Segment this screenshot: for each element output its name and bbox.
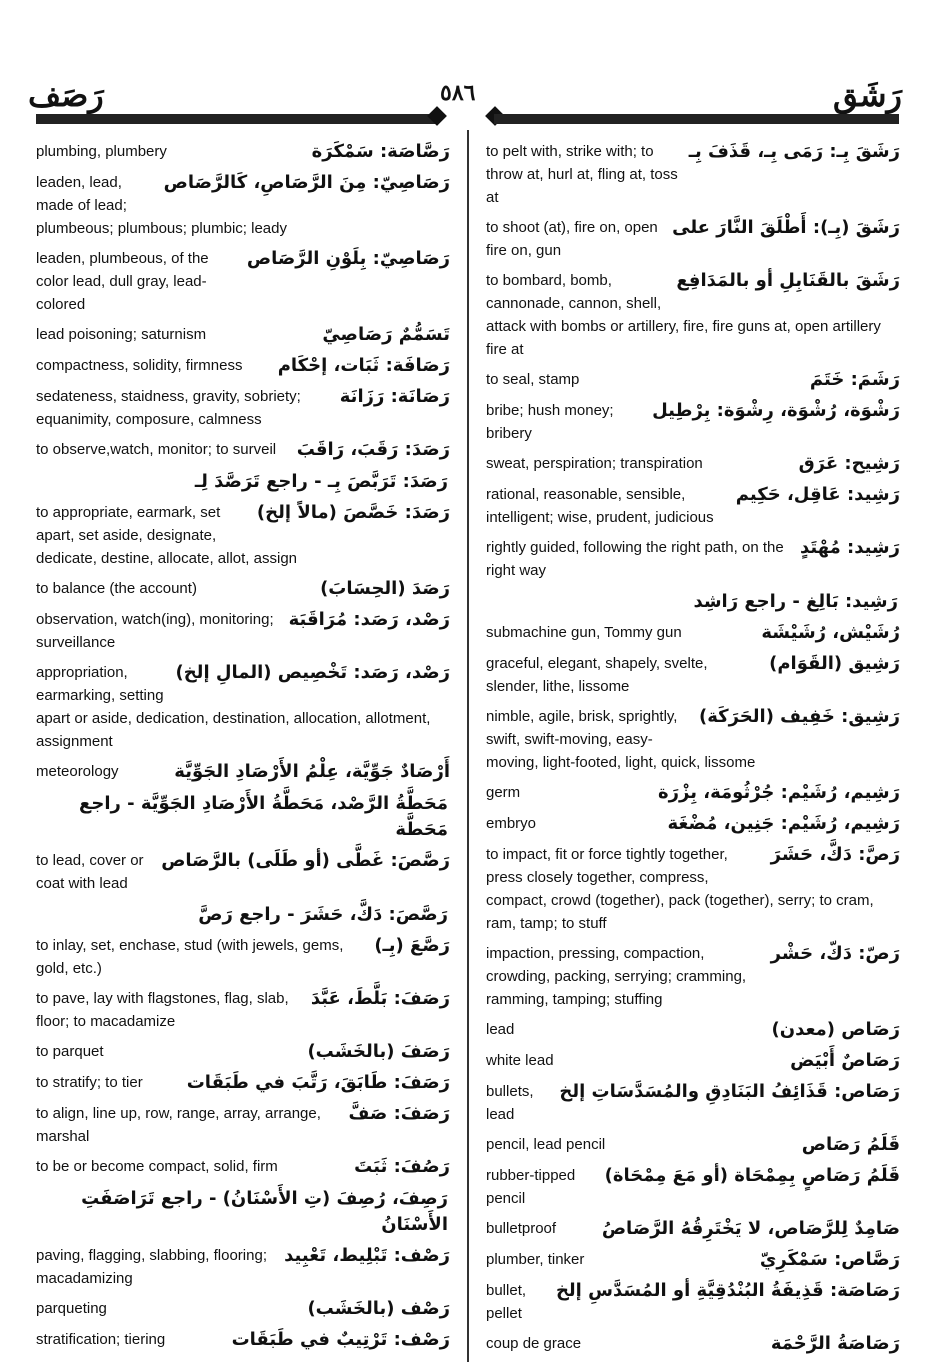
english-definition: embryo [486,815,537,832]
dictionary-entry [486,452,900,476]
dictionary-entry [486,652,900,698]
dictionary-entry [36,1040,450,1064]
dictionary-entry [36,1071,450,1095]
arabic-headword: رَصَّعَ (بِـ) [374,935,450,956]
english-definition: meteorology [36,763,119,780]
arabic-headword: رَشَقَ (بِـ): أَطْلَقَ النَّارَ على [672,217,900,238]
header-rule-left [36,114,436,124]
page-header [0,70,942,130]
english-definition: coup de grace [486,1335,582,1352]
english-definition: lead poisoning; saturnism [36,326,207,343]
dictionary-entry [36,760,450,784]
dictionary-entry [36,1155,450,1179]
dictionary-entry [36,577,450,601]
dictionary-entry [486,1217,900,1241]
english-definition: to align, line up, row, range, array, arrange, marshal [36,1105,321,1145]
arabic-headword: رَصَاصِيّ: مِنَ الرَّصَاصِ، كَالرَّصَاص [163,172,450,193]
arabic-headword: رَصَدَ: رَقَبَ، رَاقَبَ [296,439,450,460]
arabic-headword: رَصُفَ: ثَبَتَ [354,1156,450,1177]
arabic-headword: قَلَمُ رَصَاص [801,1134,900,1155]
dictionary-entry [36,354,450,378]
right-running-headword: رَشَق [833,77,902,113]
arabic-headword: رَصَانَة: رَزَانَة [339,386,450,407]
arabic-headword: رَصَاصَة: قَذِيفَةُ البُنْدُقِيَّةِ أو المُسَدَّسِ إلخ [555,1280,900,1301]
dictionary-entry [486,1279,900,1325]
english-definition: stratification; tiering [36,1331,166,1348]
arabic-headword: رَصْف: تَبْلِيط، تَعْبِيد [284,1245,450,1266]
dictionary-entry [36,1328,450,1352]
header-rule-right [494,114,899,124]
dictionary-entry [36,1102,450,1148]
arabic-headword: قَلَمُ رَصَاصٍ بِمِمْحَاة (أو مَعَ مِمْحَاة) [604,1165,900,1186]
dictionary-entry [486,942,900,1011]
dictionary-entry [36,501,450,570]
arabic-headword: رَصَدَ: خَصَّصَ (مالاً إلخ) [256,502,450,523]
arabic-headword: رَشَقَ بالقَنَابِلِ أو بالمَدَافِع [676,270,900,291]
english-definition: submachine gun, Tommy gun [486,624,682,641]
english-definition: to lead, cover or coat with lead [36,852,144,892]
dictionary-entry [486,812,900,836]
dictionary-entry [486,843,900,935]
dictionary-entry [486,368,900,392]
arabic-headword: رَشِيم، رُشَيْم: جَنِين، مُضْغَة [667,813,900,834]
english-definition: sweat, perspiration; transpiration [486,455,703,472]
english-definition: bullet, pellet [486,1282,527,1322]
english-definition: to pave, lay with flagstones, flag, slab, floor; to macadamize [36,990,289,1030]
dictionary-entry [36,171,450,240]
arabic-headword: رَصَّاصَة: سَمْكَرَة [311,141,450,162]
english-definition: to stratify; to tier [36,1074,143,1091]
arabic-headword: رَصَّاص: سَمْكَرِيّ [759,1249,900,1270]
english-definition: impaction, pressing, compaction, crowding, packing, serrying; cramming, ramming, tamping; stuffing [486,945,747,1008]
dictionary-entry [36,1244,450,1290]
dictionary-entry [36,140,450,164]
english-definition: compactness, solidity, firmness [36,357,243,374]
dictionary-entry [486,1133,900,1157]
english-definition: rational, reasonable, sensible, intelligent; wise, prudent, judicious [486,486,714,526]
left-running-headword: رَصَف [28,77,104,113]
arabic-headword: تَسَمُّمٌ رَصَاصِيّ [322,324,450,345]
arabic-headword: أَرْصَادٌ جَوِّيَّة، عِلْمُ الأَرْصَادِ الجَوِّيَّة [174,761,450,782]
right-column [486,140,900,1363]
dictionary-entry [486,705,900,774]
english-definition: rubber-tipped pencil [486,1167,576,1207]
english-definition: plumbing, plumbery [36,143,167,160]
cross-reference-entry: رَصِفَ، رُصِفَ (تِ الأَسْنَانُ) - راجع تَرَاصَفَتِ الأَسْنَانُ [81,1188,448,1235]
arabic-headword: رَصَفَ: بَلَّطَ، عَبَّدَ [310,988,450,1009]
dictionary-entry [486,1248,900,1272]
english-definition: to balance (the account) [36,580,197,597]
english-definition: parqueting [36,1300,107,1317]
dictionary-entry [486,269,900,361]
english-definition: germ [486,784,521,801]
english-definition: to shoot (at), fire on, open fire on, gun [486,219,658,259]
arabic-headword: رَشِيق: خَفِيف (الحَرَكَة) [698,706,900,727]
english-definition: to inlay, set, enchase, stud (with jewels, gems, gold, etc.) [36,937,344,977]
dictionary-entry [36,987,450,1033]
arabic-headword: رَصَافَة: ثَبَات، إحْكَام [277,355,450,376]
english-definition: to observe,watch, monitor; to surveil [36,441,277,458]
english-definition: bullets, lead [486,1083,534,1123]
dictionary-entry [486,781,900,805]
dictionary-entry [486,621,900,645]
english-definition: to bombard, bomb, cannonade, cannon, shell, attack with bombs or artillery, fire, fire guns at, open artillery fire at [486,272,881,358]
dictionary-entry [486,216,900,262]
page-number: ٥٨٦ [440,80,476,105]
english-definition: to be or become compact, solid, firm [36,1158,278,1175]
dictionary-entry [36,1297,450,1321]
arabic-headword: رَشْوَة، رُشْوَة، رِشْوَة: بِرْطِيل [652,400,900,421]
cross-reference-entry: رَصَدَ: تَرَبَّصَ بِـ - راجع تَرَصَّدَ لِـ [194,471,448,492]
cross-reference-entry: رَصَّصَ: دَكَّ، حَشَرَ - راجع رَصَّ [198,904,448,925]
english-definition: nimble, agile, brisk, sprightly, swift, swift-moving, easy-moving, light-footed, light, quick, lissome [486,708,756,771]
dictionary-entry [36,438,450,462]
dictionary-entry [486,483,900,529]
english-definition: observation, watch(ing), monitoring; surveillance [36,611,274,651]
dictionary-entry [486,399,900,445]
english-definition: plumber, tinker [486,1251,585,1268]
dictionary-entry [486,1049,900,1073]
english-definition: paving, flagging, slabbing, flooring; macadamizing [36,1247,267,1287]
dictionary-entry [486,1332,900,1356]
english-definition: to parquet [36,1043,104,1060]
dictionary-entry [36,661,450,753]
dictionary-entry [36,934,450,980]
english-definition: white lead [486,1052,554,1069]
arabic-headword: رَصَاصَةُ الرَّحْمَة [770,1333,900,1354]
arabic-headword: رَشِيق (القَوَام) [769,653,900,674]
english-definition: to pelt with, strike with; to throw at, hurl at, fling at, toss at [486,143,678,206]
arabic-headword: رَشِيد: عَاقِل، حَكِيم [735,484,900,505]
arabic-headword: رَصَدَ (الحِسَابَ) [320,578,450,599]
cross-reference-entry: رَشِيد: بَالِغ - راجع رَاشِد [693,591,898,612]
english-definition: to seal, stamp [486,371,580,388]
arabic-headword: رَشِيد: مُهْتَدٍ [799,537,900,558]
arabic-headword: رَصَفَ: صَفَّ [348,1103,450,1124]
dictionary-entry [486,1080,900,1126]
arabic-headword: رَصَفَ: طَابَقَ، رَتَّبَ في طَبَقَات [186,1072,450,1093]
arabic-headword: رَصَاصٌ أَبْيَض [790,1050,900,1071]
dictionary-entry [486,140,900,209]
dictionary-entry [486,1164,900,1210]
dictionary-entry [36,608,450,654]
arabic-headword: رَصَاص: قَذَائِفُ البَنَادِقِ والمُسَدَّسَاتِ إلخ [559,1081,900,1102]
english-definition: to appropriate, earmark, set apart, set aside, designate, dedicate, destine, allocate, allot, assign [36,504,297,567]
english-definition: bribe; hush money; bribery [486,402,614,442]
arabic-headword: رَصْد، رَصَد: مُرَاقَبَة [288,609,450,630]
english-definition: appropriation, earmarking, setting apart or aside, dedication, destination, allocation, allotment, assignment [36,664,431,750]
english-definition: pencil, lead pencil [486,1136,606,1153]
arabic-headword: رَصْف: تَرْتِيبٌ في طَبَقَات [231,1329,450,1350]
arabic-headword: رَصَاص (معدن) [771,1019,900,1040]
arabic-headword: صَامِدٌ لِلرَّصَاص، لا يَخْتَرِقُهُ الرَّصَاصُ [601,1218,900,1239]
arabic-headword: رَصَّ: دَكَّ، حَشَرَ [770,844,900,865]
english-definition: sedateness, staidness, gravity, sobriety; equanimity, composure, calmness [36,388,301,428]
arabic-headword: رَشِيم، رُشَيْم: جُرْثُومَة، بِزْرَة [658,782,900,803]
arabic-headword: رَصْد، رَصَد: تَخْصِيص (المالِ إلخ) [175,662,450,683]
arabic-headword: رَصْف (بالخَشَب) [307,1298,450,1319]
english-definition: leaden, lead, made of lead; plumbeous; plumbous; plumbic; leady [36,174,287,237]
arabic-headword: رَشَمَ: خَتَمَ [809,369,900,390]
arabic-headword: رَصَفَ (بالخَشَب) [307,1041,450,1062]
dictionary-entry [36,385,450,431]
english-definition: rightly guided, following the right path, on the right way [486,539,784,579]
cross-reference-entry: مَحَطَّةُ الرَّصْد، مَحَطَّةُ الأَرْصَادِ الجَوِّيَّة - راجع مَحَطَّة [79,793,448,840]
arabic-headword: رَصَاصِيّ: بِلَوْنِ الرَّصَاص [246,248,450,269]
dictionary-entry [486,1018,900,1042]
english-definition: to impact, fit or force tightly together, press closely together, compress, compact, crowd (together), pack (together), serry; to cram, ram, tamp; to stuff [486,846,874,932]
arabic-headword: رُشَيْش، رُشَيْشَة [761,622,900,643]
arabic-headword: رَشَقَ بِـ: رَمَى بِـ، قَذَفَ بِـ [688,141,900,162]
left-column [36,140,450,1359]
arabic-headword: رَصّ: دَكّ، حَشْر [770,943,900,964]
dictionary-entry [36,247,450,316]
english-definition: leaden, plumbeous, of the color lead, dull gray, lead-colored [36,250,209,313]
english-definition: lead [486,1021,515,1038]
dictionary-entry [486,536,900,582]
arabic-headword: رَصَّصَ: غَطَّى (أو طَلَى) بالرَّصَاص [161,850,450,871]
dictionary-entry [36,323,450,347]
english-definition: graceful, elegant, shapely, svelte, slender, lithe, lissome [486,655,708,695]
dictionary-entry [36,849,450,895]
english-definition: bulletproof [486,1220,557,1237]
arabic-headword: رَشِيح: عَرَق [798,453,900,474]
column-divider [467,130,469,1362]
